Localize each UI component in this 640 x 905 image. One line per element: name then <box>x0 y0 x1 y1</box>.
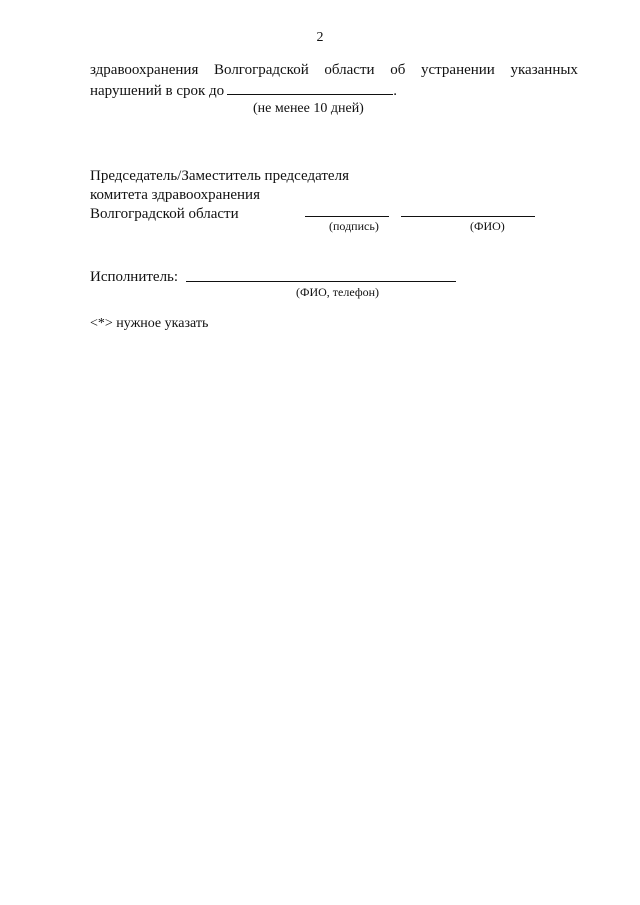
word: указанных <box>510 62 578 78</box>
deadline-period: . <box>393 83 397 99</box>
executor-line <box>186 281 456 282</box>
signer-title-line-3: Волгоградской области <box>90 206 239 222</box>
word: Волгоградской <box>214 62 309 78</box>
deadline-blank-line <box>227 83 393 95</box>
signature-line <box>305 216 389 217</box>
deadline-text: нарушений в срок до <box>90 83 225 99</box>
paragraph-line-2 <box>90 83 397 100</box>
name-caption: (ФИО) <box>470 219 505 233</box>
footnote: <*> нужное указать <box>90 316 209 331</box>
word: устранении <box>421 62 495 78</box>
executor-label: Исполнитель: <box>90 269 179 285</box>
deadline-hint: (не менее 10 дней) <box>253 101 364 116</box>
executor-caption: (ФИО, телефон) <box>296 285 380 299</box>
signature-caption: (подпись) <box>329 219 379 233</box>
page-number: 2 <box>316 30 324 45</box>
word: об <box>390 62 406 78</box>
word: области <box>324 62 375 78</box>
signer-title-line-1: Председатель/Заместитель председателя <box>90 168 349 184</box>
signer-title-line-2: комитета здравоохранения <box>90 187 260 203</box>
paragraph-line-1 <box>90 62 578 79</box>
word: здравоохранения <box>90 62 199 78</box>
name-line <box>401 216 535 217</box>
